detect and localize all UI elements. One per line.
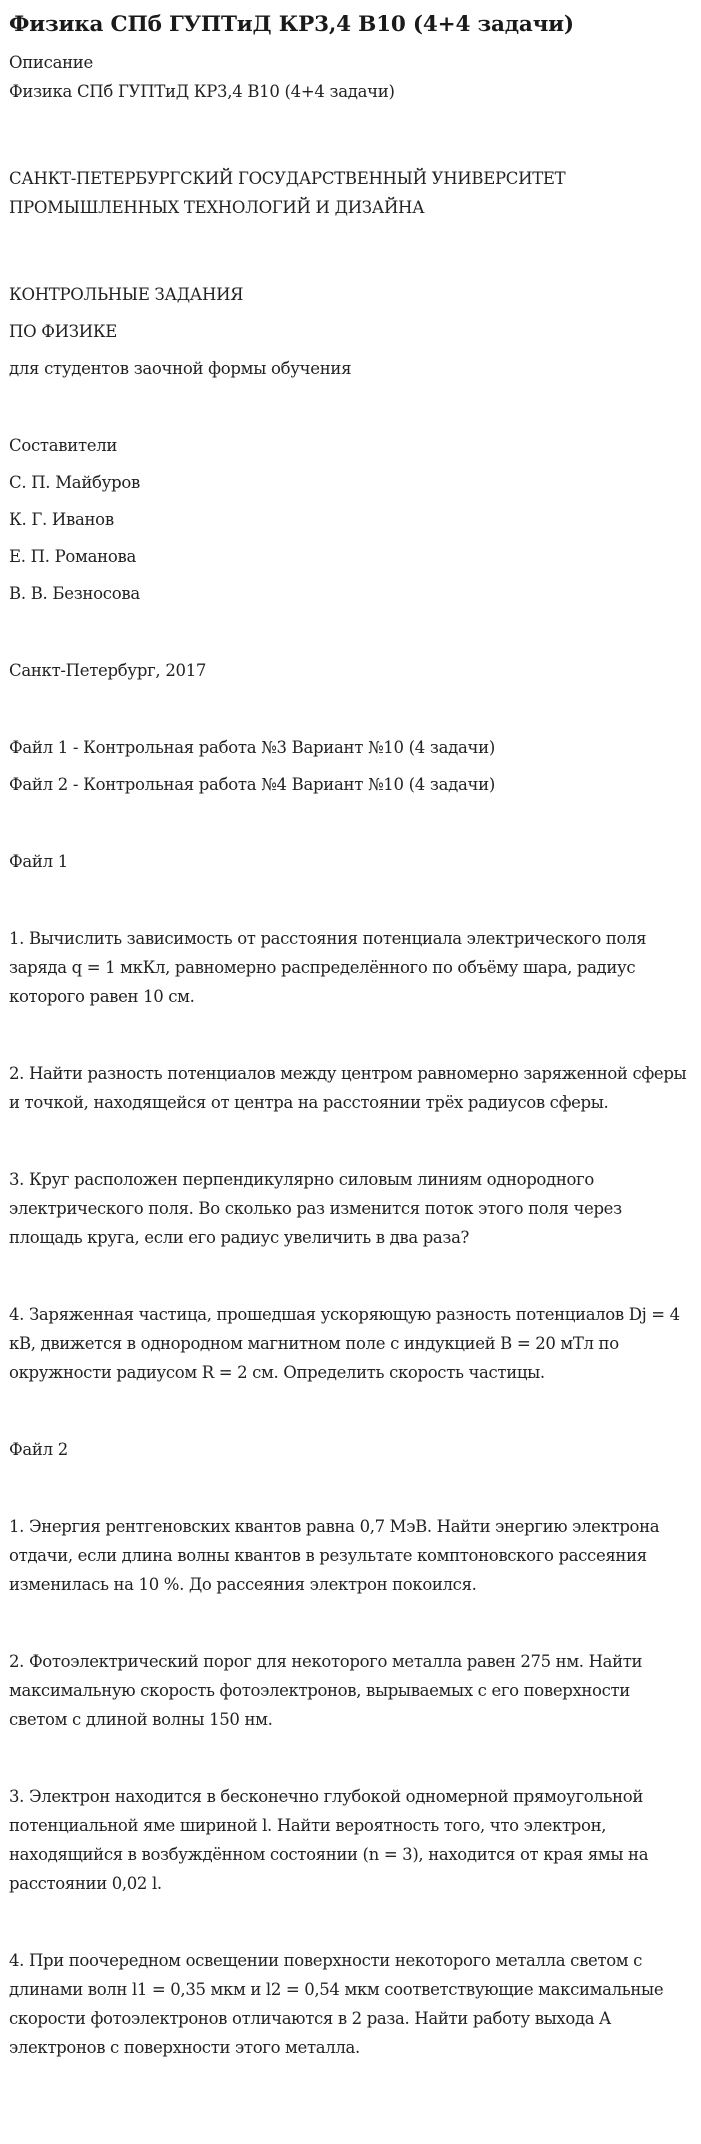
file1-task-1: 1. Вычислить зависимость от расстояния потенциала электрического поля заряда q = 1 мкКл, равномерно распределённого по объёму шара, радиус которого равен 10 см. [9,929,647,1006]
file1-task-2: 2. Найти разность потенциалов между центром равномерно заряженной сферы и точкой, находящейся от центра на расстоянии трёх радиусов сферы. [9,1064,687,1112]
file-list-item-2: Файл 2 - Контрольная работа №4 Вариант №10 (4 задачи) [9,775,495,794]
author-3: Е. П. Романова [9,547,136,566]
author-4: В. В. Безносова [9,584,140,603]
file2-task-3: 3. Электрон находится в бесконечно глубокой одномерной прямоугольной потенциальной яме шириной l. Найти вероятность того, что электрон, находящийся в возбуждённом состоянии (n = 3), находится от края ямы на расстоянии 0,02 l. [9,1787,649,1893]
file1-task-3: 3. Круг расположен перпендикулярно силовым линиям однородного электрического поля. Во сколько раз изменится поток этого поля через площадь круга, если его радиус увеличить в два раза? [9,1170,622,1247]
heading-line-1: КОНТРОЛЬНЫЕ ЗАДАНИЯ [9,285,244,304]
description-label: Описание [9,53,93,72]
author-2: К. Г. Иванов [9,510,114,529]
file1-task-4: 4. Заряженная частица, прошедшая ускоряющую разность потенциалов Dj = 4 кВ, движется в однородном магнитном поле с индукцией B = 20 мТл по окружности радиусом R = 2 см. Определить скорость частицы. [9,1305,680,1382]
file2-heading: Файл 2 [9,1440,68,1459]
file-list-item-1: Файл 1 - Контрольная работа №3 Вариант №10 (4 задачи) [9,738,495,757]
file1-heading: Файл 1 [9,852,68,871]
file2-task-4: 4. При поочередном освещении поверхности некоторого металла светом с длинами волн l1 = 0,35 мкм и l2 = 0,54 мкм соответствующие максимальные скорости фотоэлектронов отличаются в 2 раза. Найти работу выхода A электронов с поверхности этого металла. [9,1951,664,2057]
description-text: Физика СПб ГУПТиД КР3,4 В10 (4+4 задачи) [9,82,395,101]
author-1: С. П. Майбуров [9,473,140,492]
city-year: Санкт-Петербург, 2017 [9,661,207,680]
heading-line-3: для студентов заочной формы обучения [9,359,352,378]
file2-task-1: 1. Энергия рентгеновских квантов равна 0,7 МэВ. Найти энергию электрона отдачи, если длина волны квантов в результате комптоновского рассеяния изменилась на 10 %. До рассеяния электрон покоился. [9,1517,660,1594]
file2-task-2: 2. Фотоэлектрический порог для некоторого металла равен 275 нм. Найти максимальную скорость фотоэлектронов, вырываемых с его поверхности светом с длиной волны 150 нм. [9,1652,643,1729]
heading-line-2: ПО ФИЗИКЕ [9,322,118,341]
authors-label: Составители [9,436,118,455]
page-title: Физика СПб ГУПТиД КР3,4 В10 (4+4 задачи) [9,12,574,37]
university-name: САНКТ-ПЕТЕРБУРГСКИЙ ГОСУДАРСТВЕННЫЙ УНИВЕРСИТЕТ ПРОМЫШЛЕННЫХ ТЕХНОЛОГИЙ И ДИЗАЙНА [9,169,566,217]
